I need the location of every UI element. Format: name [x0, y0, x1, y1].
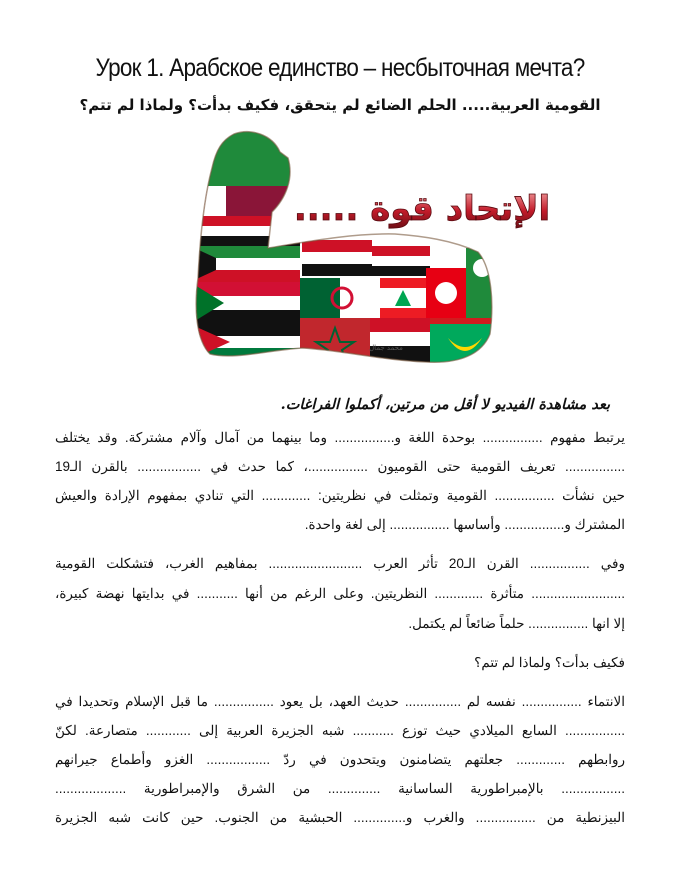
fill-blank-line: الانتماء ................ نفسه لم ............... حديث العهد، بل يعود ................ ما قبل الإسلام وتحديدا في [55, 694, 625, 709]
artist-signature: محمد جمال [369, 344, 403, 352]
exercise-instruction: بعد مشاهدة الفيديو لا أقل من مرتين، أكملوا الفراغات. [280, 396, 610, 413]
slogan-text: الإتحاد قوة ..... [293, 189, 551, 229]
page-subtitle: القومية العربية..... الحلم الضائع لم يتحقق، فكيف بدأت؟ ولماذا لم تتم؟ [79, 96, 601, 114]
fill-blank-line: روابطهم ............. جعلتهم يتضامنون ويتحدون في ردّ ................. الغزو وأطماع جيرانهم [55, 752, 625, 767]
fill-blank-line: إلا انها ................ حلماً ضائعاً لم يكتمل. [408, 616, 625, 631]
fill-blank-line: البيزنطية من ................ والغرب و.............. الحبشية من الجنوب. حين كانت شبه الجزيرة [55, 810, 625, 825]
fill-blank-line: ................ تعريف القومية حتى القوميون ................، كما حدث في ................. بالقرن الـ19 [55, 459, 625, 474]
fill-blank-line: ................. بالإمبراطورية الساسانية .............. من الشرق والإمبراطورية ................... [55, 781, 625, 796]
page-title: Урок 1. Арабское единство – несбыточная мечта? [95, 54, 585, 82]
section-question: فكيف بدأت؟ ولماذا لم تتم؟ [474, 655, 625, 670]
fill-blank-line: ......................... متأثرة ............. النظريتين. وعلى الرغم من أنها ........... في بدايتها نهضة كبيرة، [55, 586, 625, 601]
arm-flags [190, 128, 500, 376]
fill-blank-line: ................ السابع الميلادي حيث توزع ........... شبه الجزيرة العربية إلى ............ متصارعة. لكنّ [55, 723, 625, 738]
fill-blank-line: المشترك و................ وأساسها ................ إلى لغة واحدة. [304, 517, 625, 532]
fill-blank-line: وفي ................ القرن الـ20 تأثر العرب ......................... بمفاهيم الغرب، فتشكلت القومية [55, 556, 625, 571]
fill-blank-line: حين نشأت ................ القومية وتمثلت في نظريتين: ............. التي تنادي بمفهوم الإرادة والعيش [55, 488, 625, 503]
flag-arm-illustration [190, 128, 551, 376]
fill-blank-line: يرتبط مفهوم ................ بوحدة اللغة و................ وما بينهما من آمال وآلام مشتركة. وقد يختلف [55, 430, 625, 445]
